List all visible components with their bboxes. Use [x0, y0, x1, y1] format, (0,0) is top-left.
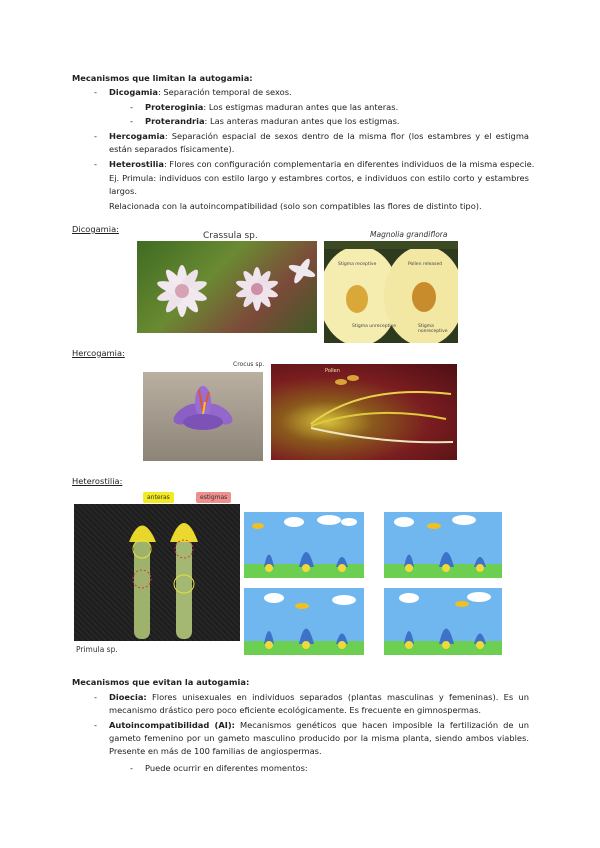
section-hercogamia: Hercogamia:	[72, 348, 125, 358]
caption-primula: Primula sp.	[76, 645, 118, 654]
item-dioecia: Dioecia: Flores unisexuales en individuos separados (plantas masculinas y femeninas). Es un mecanismo drástico pero poco eficiente ecológicamente. Es frecuente en gimnospermas.	[109, 692, 529, 715]
heading-evitan: Mecanismos que evitan la autogamia:	[72, 677, 250, 687]
label-stigma-unreceptive: Stigma unreceptive	[352, 324, 397, 329]
heterostilia-related: Relacionada con la autoincompatibilidad (solo son compatibles las flores de distinto tipo).	[109, 201, 482, 211]
item-proteroginia: Proteroginia: Los estigmas maduran antes que las anteras.	[145, 102, 399, 112]
bullet-dash: -	[94, 720, 97, 730]
caption-magnolia: Magnolia grandiflora	[370, 230, 448, 239]
label-stigma-receptive: Stigma receptive	[338, 262, 377, 267]
crocus-flower-image	[143, 372, 263, 461]
diagram-pollination-2	[384, 512, 502, 578]
item-hercogamia: Hercogamia: Separación espacial de sexos dentro de la misma flor (los estambres y el estigma están separados físicamente).	[109, 131, 529, 154]
photo-daylily	[271, 364, 457, 460]
label-pollen: Pollen	[325, 368, 340, 374]
pollination-diagram-image	[384, 588, 502, 655]
bullet-dash: -	[94, 131, 97, 141]
bullet-dash: -	[130, 763, 133, 773]
item-dicogamia: Dicogamia: Separación temporal de sexos.	[109, 87, 292, 97]
pollination-diagram-image	[384, 512, 502, 578]
heading-limitan: Mecanismos que limitan la autogamia:	[72, 73, 253, 83]
bullet-dash: -	[130, 116, 133, 126]
bullet-dash: -	[94, 159, 97, 169]
bullet-dash: -	[94, 87, 97, 97]
photo-crocus	[143, 372, 263, 461]
tag-estigmas: estigmas	[196, 492, 231, 503]
photo-crassula	[137, 241, 317, 333]
diagram-pollination-1	[244, 512, 364, 578]
primula-flowers-image	[74, 504, 240, 641]
caption-crassula: Crassula sp.	[203, 231, 258, 241]
photo-primula	[74, 504, 240, 641]
pollination-diagram-image	[244, 588, 364, 655]
heterostilia-example: Ej. Primula: individuos con estilo largo y estambres cortos, e individuos con estilo corto y estambres largos.	[109, 173, 529, 196]
photo-magnolia	[324, 241, 458, 343]
bullet-dash: -	[130, 102, 133, 112]
diagram-pollination-4	[384, 588, 502, 655]
item-heterostilia: Heterostilia: Flores con configuración complementaria en diferentes individuos de la misma especie.	[109, 159, 535, 169]
item-proterandria: Proterandria: Las anteras maduran antes que los estigmas.	[145, 116, 400, 126]
diagram-pollination-3	[244, 588, 364, 655]
section-dicogamia: Dicogamia:	[72, 224, 119, 234]
bullet-dash: -	[94, 692, 97, 702]
label-pollen-released: Pollen released	[408, 262, 443, 267]
section-heterostilia: Heterostilia:	[72, 476, 123, 486]
daylily-flower-image	[271, 364, 457, 460]
caption-crocus: Crocus sp.	[233, 361, 265, 368]
crassula-flowers-image	[137, 241, 317, 333]
pollination-diagram-image	[244, 512, 364, 578]
tag-anteras: anteras	[143, 492, 174, 503]
label-stigma-nonreceptive: Stigma nonreceptive	[418, 324, 448, 334]
item-puede-ocurrir: Puede ocurrir en diferentes momentos:	[145, 763, 308, 773]
item-autoincompatibilidad: Autoincompatibilidad (AI): Mecanismos genéticos que hacen imposible la fertilización de un gameto femenino por un gameto masculino producido por la misma planta, siendo ambos viables. Presente en más de 100 familias de angiospermas.	[109, 720, 529, 756]
